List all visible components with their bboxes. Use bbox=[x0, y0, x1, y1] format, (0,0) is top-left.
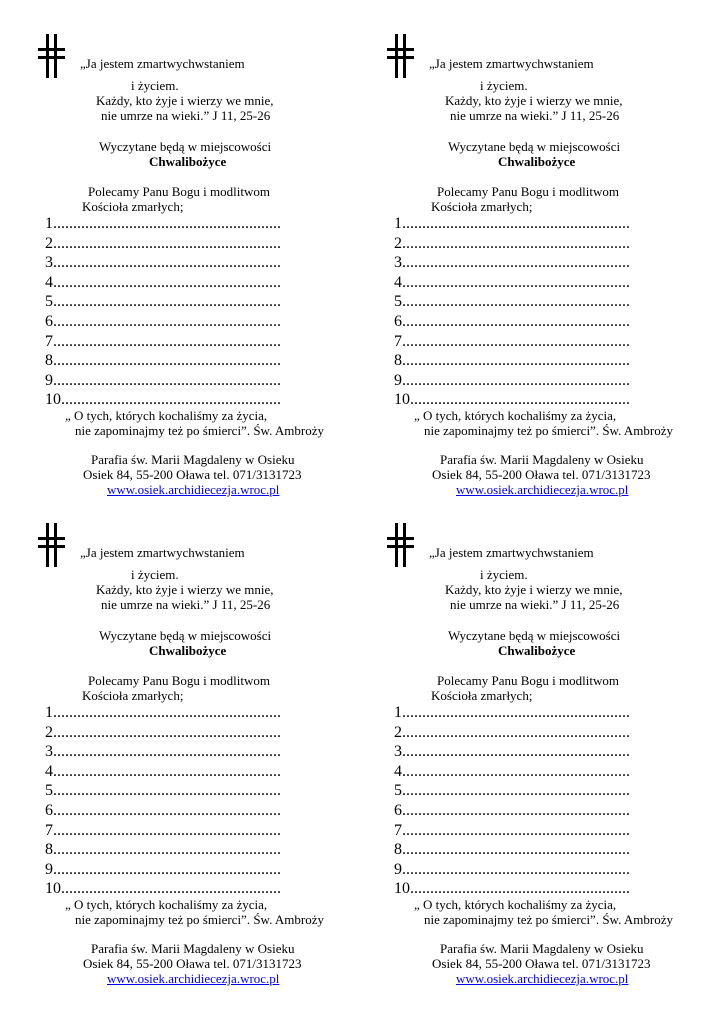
entry-line: 7......................................................... bbox=[45, 821, 281, 839]
quote-line-4: nie umrze na wieki.” J 11, 25-26 bbox=[450, 108, 620, 123]
entry-line: 10....................................................... bbox=[394, 391, 630, 409]
quote-line-2: i życiem. bbox=[131, 567, 179, 582]
obituary-card bbox=[387, 34, 717, 514]
cross-icon bbox=[387, 34, 417, 78]
entry-line: 2......................................................... bbox=[45, 234, 281, 252]
parish-name: Parafia św. Marii Magdaleny w Osieku bbox=[91, 941, 295, 956]
saying-line-1: „ O tych, których kochaliśmy za życia, bbox=[414, 897, 617, 912]
entry-line: 8......................................................... bbox=[45, 352, 281, 370]
entry-line: 4......................................................... bbox=[394, 273, 630, 291]
entry-line: 9......................................................... bbox=[45, 860, 281, 878]
entry-line: 6......................................................... bbox=[45, 802, 281, 819]
place-name: Chwalibożyce bbox=[149, 643, 227, 658]
quote-line-1: „Ja jestem zmartwychwstaniem bbox=[80, 56, 245, 71]
saying-line-1: „ O tych, których kochaliśmy za życia, bbox=[65, 408, 268, 423]
quote-line-1: „Ja jestem zmartwychwstaniem bbox=[80, 545, 245, 560]
parish-name: Parafia św. Marii Magdaleny w Osieku bbox=[440, 941, 644, 956]
parish-name: Parafia św. Marii Magdaleny w Osieku bbox=[91, 452, 295, 467]
entry-line: 9......................................................... bbox=[394, 860, 630, 878]
entry-line: 4......................................................... bbox=[45, 762, 281, 780]
entry-line: 6......................................................... bbox=[45, 313, 281, 330]
saying-line-1: „ O tych, których kochaliśmy za życia, bbox=[414, 408, 617, 423]
parish-address: Osiek 84, 55-200 Oława tel. 071/3131723 bbox=[83, 467, 302, 482]
quote-line-1: „Ja jestem zmartwychwstaniem bbox=[429, 545, 594, 560]
quote-line-3: Każdy, kto żyje i wierzy we mnie, bbox=[445, 93, 623, 108]
entry-line: 2......................................................... bbox=[45, 723, 281, 741]
place-name: Chwalibożyce bbox=[498, 154, 576, 169]
quote-line-3: Każdy, kto żyje i wierzy we mnie, bbox=[96, 93, 274, 108]
quote-line-4: nie umrze na wieki.” J 11, 25-26 bbox=[450, 597, 620, 612]
entry-line: 5......................................................... bbox=[45, 293, 281, 311]
entry-line: 6......................................................... bbox=[394, 802, 630, 819]
entry-line: 1......................................................... bbox=[394, 704, 630, 721]
quote-line-1: „Ja jestem zmartwychwstaniem bbox=[429, 56, 594, 71]
entry-line: 1......................................................... bbox=[45, 215, 281, 232]
entry-line: 10....................................................... bbox=[45, 391, 281, 409]
saying-line-1: „ O tych, których kochaliśmy za życia, bbox=[65, 897, 268, 912]
commend-line-2: Kościoła zmarłych; bbox=[82, 688, 184, 703]
commend-line-1: Polecamy Panu Bogu i modlitwom bbox=[437, 673, 619, 688]
quote-line-2: i życiem. bbox=[480, 567, 528, 582]
entry-line: 6......................................................... bbox=[394, 313, 630, 330]
commend-line-2: Kościoła zmarłych; bbox=[431, 199, 533, 214]
obituary-card bbox=[38, 523, 368, 1003]
parish-website-link[interactable]: www.osiek.archidiecezja.wroc.pl bbox=[456, 971, 629, 986]
saying-line-2: nie zapominajmy też po śmierci”. Św. Ambroży bbox=[424, 423, 673, 438]
quote-line-4: nie umrze na wieki.” J 11, 25-26 bbox=[101, 597, 271, 612]
read-in-text: Wyczytane będą w miejscowości bbox=[448, 628, 621, 643]
entry-line: 8......................................................... bbox=[45, 841, 281, 859]
place-name: Chwalibożyce bbox=[498, 643, 576, 658]
read-in-text: Wyczytane będą w miejscowości bbox=[448, 139, 621, 154]
entry-line: 1......................................................... bbox=[45, 704, 281, 721]
quote-line-4: nie umrze na wieki.” J 11, 25-26 bbox=[101, 108, 271, 123]
commend-line-2: Kościoła zmarłych; bbox=[431, 688, 533, 703]
commend-line-1: Polecamy Panu Bogu i modlitwom bbox=[88, 673, 270, 688]
entry-line: 7......................................................... bbox=[394, 821, 630, 839]
quote-line-3: Każdy, kto żyje i wierzy we mnie, bbox=[445, 582, 623, 597]
entry-line: 1......................................................... bbox=[394, 215, 630, 232]
entry-line: 5......................................................... bbox=[45, 782, 281, 800]
entry-line: 2......................................................... bbox=[394, 234, 630, 252]
saying-line-2: nie zapominajmy też po śmierci”. Św. Ambroży bbox=[75, 912, 324, 927]
read-in-text: Wyczytane będą w miejscowości bbox=[99, 139, 272, 154]
entry-line: 8......................................................... bbox=[394, 352, 630, 370]
entry-line: 10....................................................... bbox=[45, 880, 281, 898]
commend-line-1: Polecamy Panu Bogu i modlitwom bbox=[437, 184, 619, 199]
parish-name: Parafia św. Marii Magdaleny w Osieku bbox=[440, 452, 644, 467]
quote-line-2: i życiem. bbox=[480, 78, 528, 93]
entry-line: 5......................................................... bbox=[394, 782, 630, 800]
cross-icon bbox=[387, 523, 417, 567]
quote-line-2: i życiem. bbox=[131, 78, 179, 93]
parish-address: Osiek 84, 55-200 Oława tel. 071/3131723 bbox=[83, 956, 302, 971]
entry-line: 9......................................................... bbox=[394, 371, 630, 389]
parish-website-link[interactable]: www.osiek.archidiecezja.wroc.pl bbox=[107, 482, 280, 497]
entry-line: 3......................................................... bbox=[394, 743, 630, 761]
entry-line: 7......................................................... bbox=[45, 332, 281, 350]
commend-line-1: Polecamy Panu Bogu i modlitwom bbox=[88, 184, 270, 199]
entry-line: 5......................................................... bbox=[394, 293, 630, 311]
entry-line: 10....................................................... bbox=[394, 880, 630, 898]
quote-line-3: Każdy, kto żyje i wierzy we mnie, bbox=[96, 582, 274, 597]
parish-address: Osiek 84, 55-200 Oława tel. 071/3131723 bbox=[432, 467, 651, 482]
obituary-card bbox=[38, 34, 368, 514]
saying-line-2: nie zapominajmy też po śmierci”. Św. Ambroży bbox=[75, 423, 324, 438]
obituary-card bbox=[387, 523, 717, 1003]
entry-line: 4......................................................... bbox=[394, 762, 630, 780]
parish-address: Osiek 84, 55-200 Oława tel. 071/3131723 bbox=[432, 956, 651, 971]
entry-line: 9......................................................... bbox=[45, 371, 281, 389]
entry-line: 3......................................................... bbox=[394, 254, 630, 272]
saying-line-2: nie zapominajmy też po śmierci”. Św. Ambroży bbox=[424, 912, 673, 927]
parish-website-link[interactable]: www.osiek.archidiecezja.wroc.pl bbox=[456, 482, 629, 497]
entry-line: 3......................................................... bbox=[45, 254, 281, 272]
parish-website-link[interactable]: www.osiek.archidiecezja.wroc.pl bbox=[107, 971, 280, 986]
read-in-text: Wyczytane będą w miejscowości bbox=[99, 628, 272, 643]
entry-line: 2......................................................... bbox=[394, 723, 630, 741]
entry-line: 8......................................................... bbox=[394, 841, 630, 859]
cross-icon bbox=[38, 34, 68, 78]
entry-line: 7......................................................... bbox=[394, 332, 630, 350]
entry-line: 3......................................................... bbox=[45, 743, 281, 761]
commend-line-2: Kościoła zmarłych; bbox=[82, 199, 184, 214]
place-name: Chwalibożyce bbox=[149, 154, 227, 169]
cross-icon bbox=[38, 523, 68, 567]
entry-line: 4......................................................... bbox=[45, 273, 281, 291]
